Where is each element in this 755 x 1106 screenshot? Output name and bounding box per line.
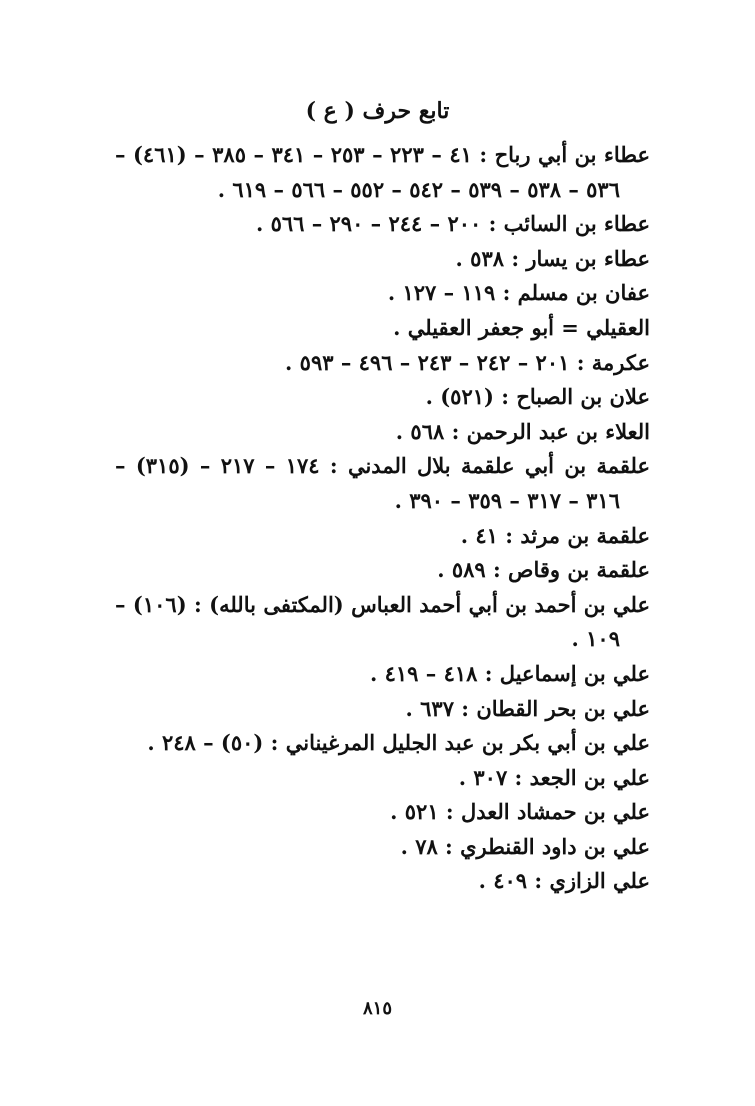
index-entry: عفان بن مسلم : ١١٩ – ١٢٧ . xyxy=(387,280,650,306)
index-entry: علي الزازي : ٤٠٩ . xyxy=(478,868,650,894)
index-entry-list xyxy=(115,138,650,899)
index-entry: عطاء بن السائب : ٢٠٠ – ٢٤٤ – ٢٩٠ – ٥٦٦ . xyxy=(255,211,650,237)
index-entry: عطاء بن يسار : ٥٣٨ . xyxy=(455,245,650,271)
index-entry: عطاء بن أبي رباح : ٤١ – ٢٢٣ – ٢٥٣ – ٣٤١ – ٣٨٥ – (٤٦١) – ٥٣٦ – ٥٣٨ – ٥٣٩ – ٥٤٢ – ٥٥٢ – ٥٦٦ – ٦١٩ . xyxy=(115,142,651,202)
index-entry: علي بن إسماعيل : ٤١٨ – ٤١٩ . xyxy=(370,660,650,686)
index-entry: علان بن الصباح : (٥٢١) . xyxy=(425,384,650,410)
index-entry: علي بن الجعد : ٣٠٧ . xyxy=(458,764,650,790)
index-entry: علقمة بن أبي علقمة بلال المدني : ١٧٤ – ٢١٧ – (٣١٥) – ٣١٦ – ٣١٧ – ٣٥٩ – ٣٩٠ . xyxy=(115,453,650,513)
index-entry: علي بن أحمد بن أبي أحمد العباس (المكتفى بالله) : (١٠٦) – ١٠٩ . xyxy=(115,591,651,652)
page-number: ٨١٥ xyxy=(362,998,392,1019)
index-entry: علقمة بن مرثد : ٤١ . xyxy=(460,522,650,548)
index-entry: عكرمة : ٢٠١ – ٢٤٢ – ٢٤٣ – ٤٩٦ – ٥٩٣ . xyxy=(285,349,650,375)
index-entry: علي بن بحر القطان : ٦٣٧ . xyxy=(405,695,650,721)
index-entry: علي بن حمشاد العدل : ٥٢١ . xyxy=(390,799,650,825)
section-heading: تابع حرف ( ع ) xyxy=(305,98,450,124)
index-entry: علقمة بن وقاص : ٥٨٩ . xyxy=(437,557,650,583)
index-entry: علي بن أبي بكر بن عبد الجليل المرغيناني : (٥٠) – ٢٤٨ . xyxy=(147,730,650,756)
index-entry: علي بن داود القنطري : ٧٨ . xyxy=(400,833,650,859)
index-entry: العلاء بن عبد الرحمن : ٥٦٨ . xyxy=(395,418,650,444)
index-entry: العقيلي = أبو جعفر العقيلي . xyxy=(393,314,650,340)
